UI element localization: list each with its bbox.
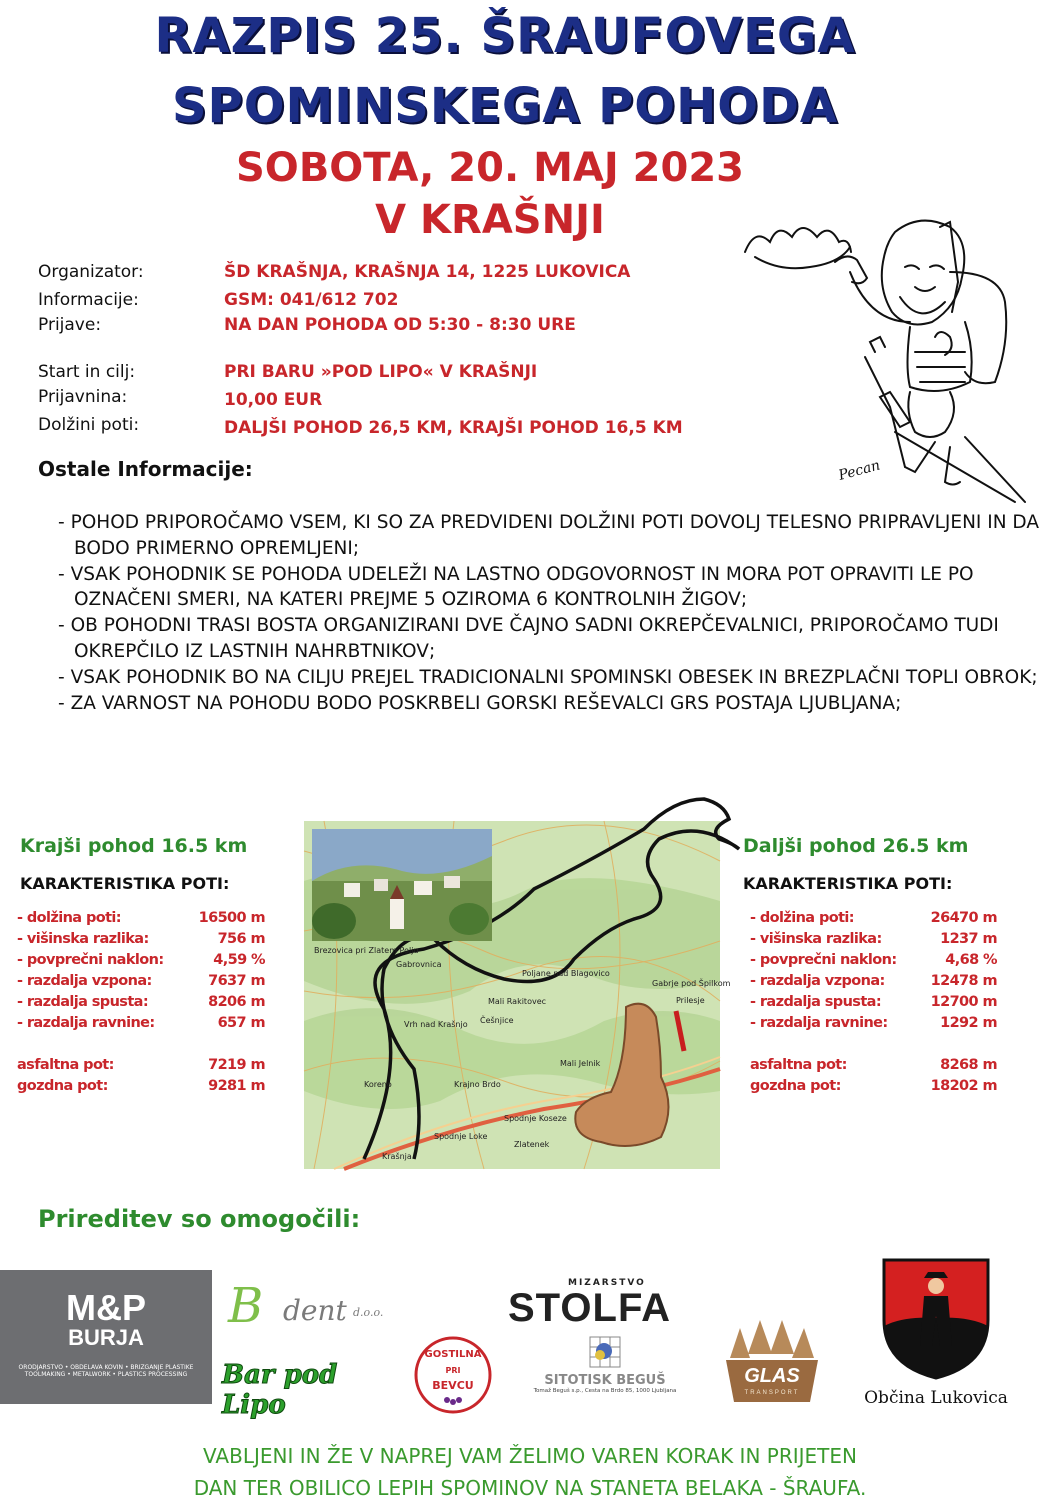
info-value-registration: NA DAN POHODA OD 5:30 - 8:30 URE bbox=[224, 315, 576, 335]
table-row: - povprečni naklon: 4,68 % bbox=[750, 951, 997, 968]
other-info-list bbox=[58, 510, 1048, 716]
bar-pod-lipo-logo: Bar pod Lipo bbox=[222, 1360, 338, 1420]
info-label-contact: Informacije: bbox=[38, 290, 139, 310]
svg-text:Krašnja: Krašnja bbox=[382, 1152, 412, 1161]
footer-line-1: VABLJENI IN ŽE V NAPREJ VAM ŽELIMO VAREN KORAK IN PRIJETEN bbox=[203, 1444, 857, 1468]
svg-text:Poljane nad Blagovico: Poljane nad Blagovico bbox=[522, 969, 610, 978]
table-row: - razdalja spusta: 8206 m bbox=[17, 993, 265, 1010]
svg-text:Brezovica pri Zlatem Polju: Brezovica pri Zlatem Polju bbox=[314, 946, 419, 955]
svg-text:TRANSPORT: TRANSPORT bbox=[744, 1390, 800, 1396]
title-line-2: SPOMINSKEGA POHODA bbox=[171, 78, 839, 134]
list-item: - VSAK POHODNIK BO NA CILJU PREJEL TRADICIONALNI SPOMINSKI OBESEK IN BREZPLAČNI TOPLI OBROK; bbox=[58, 665, 1048, 691]
table-row: - razdalja vzpona: 7637 m bbox=[17, 972, 265, 989]
long-route-stats bbox=[750, 907, 997, 1096]
info-value-lengths: DALJŠI POHOD 26,5 KM, KRAJŠI POHOD 16,5 KM bbox=[224, 418, 683, 438]
info-label-lengths: Dolžini poti: bbox=[38, 415, 140, 435]
svg-text:Spodnje Loke: Spodnje Loke bbox=[434, 1132, 488, 1141]
list-item: - POHOD PRIPOROČAMO VSEM, KI SO ZA PREDVIDENI DOLŽINI POTI DOVOLJ TELESNO PRIPRAVLJENI IN DA BODO PRIMERNO OPREMLJENI; bbox=[58, 510, 1048, 562]
long-route-title: Daljši pohod 26.5 km bbox=[743, 835, 969, 857]
table-row: gozdna pot: 9281 m bbox=[17, 1077, 265, 1094]
place-line: V KRAŠNJI bbox=[375, 197, 605, 243]
list-item: - VSAK POHODNIK SE POHODA UDELEŽI NA LASTNO ODGOVORNOST IN MORA POT OPRAVITI LE PO OZNAČENI SMERI, NA KATERI PREJME 5 OZIROMA 6 KONTROLNIH ŽIGOV; bbox=[58, 562, 1048, 614]
bdent-logo: B dent d.o.o. bbox=[228, 1278, 384, 1334]
table-row: - razdalja ravnine: 657 m bbox=[17, 1014, 265, 1031]
title-line-1: RAZPIS 25. ŠRAUFOVEGA bbox=[154, 8, 856, 64]
svg-text:Spodnje Koseze: Spodnje Koseze bbox=[504, 1114, 567, 1123]
other-info-heading: Ostale Informacije: bbox=[38, 457, 253, 481]
svg-text:Češnjice: Češnjice bbox=[480, 1016, 514, 1025]
info-label-organizer: Organizator: bbox=[38, 262, 144, 282]
sponsors-heading: Prireditev so omogočili: bbox=[38, 1205, 361, 1233]
svg-text:Mali Jelnik: Mali Jelnik bbox=[560, 1059, 601, 1068]
table-row: asfaltna pot: 7219 m bbox=[17, 1056, 265, 1073]
list-item: - ZA VARNOST NA POHODU BODO POSKRBELI GORSKI REŠEVALCI GRS POSTAJA LJUBLJANA; bbox=[58, 691, 1048, 717]
info-value-start: PRI BARU »POD LIPO« V KRAŠNJI bbox=[224, 362, 538, 382]
table-row: - razdalja vzpona: 12478 m bbox=[750, 972, 997, 989]
info-value-contact: GSM: 041/612 702 bbox=[224, 290, 399, 310]
table-row: - višinska razlika: 1237 m bbox=[750, 930, 997, 947]
svg-text:Zlatenek: Zlatenek bbox=[514, 1140, 550, 1149]
lukovica-coat-of-arms bbox=[880, 1256, 992, 1382]
table-row: - dolžina poti: 16500 m bbox=[17, 909, 265, 926]
obcina-lukovica-logo: Občina Lukovica bbox=[850, 1256, 1022, 1416]
table-row: - razdalja spusta: 12700 m bbox=[750, 993, 997, 1010]
svg-text:BEVCU: BEVCU bbox=[432, 1379, 474, 1392]
list-item: - OB POHODNI TRASI BOSTA ORGANIZIRANI DVE ČAJNO SADNI OKREPČEVALNICI, PRIPOROČAMO TUDI OKREPČILO IZ LASTNIH NAHRBTNIKOV; bbox=[58, 613, 1048, 665]
info-label-registration: Prijave: bbox=[38, 315, 102, 335]
svg-text:Koreno: Koreno bbox=[364, 1080, 392, 1089]
short-route-char-heading: KARAKTERISTIKA POTI: bbox=[20, 874, 230, 893]
sitotisk-begus-logo: SITOTISK BEGUŠ Tomaž Beguš s.p., Cesta na Brdo 85, 1000 Ljubljana bbox=[530, 1335, 680, 1410]
sitotisk-grid-icon bbox=[588, 1335, 622, 1369]
info-label-start: Start in cilj: bbox=[38, 362, 136, 382]
table-row: - povprečni naklon: 4,59 % bbox=[17, 951, 265, 968]
svg-text:Vrh nad Krašnjo: Vrh nad Krašnjo bbox=[404, 1020, 468, 1029]
info-value-fee: 10,00 EUR bbox=[224, 390, 323, 410]
svg-text:Prilesje: Prilesje bbox=[676, 996, 705, 1005]
long-route-char-heading: KARAKTERISTIKA POTI: bbox=[743, 874, 953, 893]
table-row: - dolžina poti: 26470 m bbox=[750, 909, 997, 926]
svg-text:PRI: PRI bbox=[445, 1366, 461, 1375]
footer-line-2: DAN TER OBILICO LEPIH SPOMINOV NA STANETA BELAKA - ŠRAUFA. bbox=[193, 1476, 867, 1500]
hiker-caricature-illustration bbox=[735, 212, 1035, 507]
svg-text:Krajno Brdo: Krajno Brdo bbox=[454, 1080, 501, 1089]
mizarstvo-stolfa-logo: MIZARSTVO STOLFA bbox=[508, 1278, 672, 1330]
table-row: gozdna pot: 18202 m bbox=[750, 1077, 997, 1094]
short-route-stats bbox=[17, 907, 265, 1096]
route-map bbox=[304, 821, 731, 1169]
mp-burja-logo: M&P BURJA ORODJARSTVO • OBDELAVA KOVIN • BRIZGANJE PLASTIKE TOOLMAKING • METALWORK • PLASTICS PROCESSING bbox=[0, 1270, 212, 1404]
info-value-organizer: ŠD KRAŠNJA, KRAŠNJA 14, 1225 LUKOVICA bbox=[224, 262, 631, 282]
table-row: - razdalja ravnine: 1292 m bbox=[750, 1014, 997, 1031]
svg-text:GLAS: GLAS bbox=[744, 1365, 800, 1387]
svg-text:Gabrje pod Špilkom: Gabrje pod Špilkom bbox=[652, 979, 731, 988]
info-label-fee: Prijavnina: bbox=[38, 387, 128, 407]
svg-text:Mali Rakitovec: Mali Rakitovec bbox=[488, 997, 547, 1006]
svg-text:GOSTILNA: GOSTILNA bbox=[424, 1349, 482, 1360]
gostilna-pri-bevcu-logo bbox=[413, 1335, 493, 1415]
svg-text:Gabrovnica: Gabrovnica bbox=[396, 960, 442, 969]
short-route-title: Krajši pohod 16.5 km bbox=[20, 835, 248, 857]
table-row: - višinska razlika: 756 m bbox=[17, 930, 265, 947]
svg-text:Pecan: Pecan bbox=[836, 457, 882, 484]
glas-transport-logo bbox=[720, 1318, 824, 1410]
date-line: SOBOTA, 20. MAJ 2023 bbox=[236, 145, 744, 191]
table-row: asfaltna pot: 8268 m bbox=[750, 1056, 997, 1073]
